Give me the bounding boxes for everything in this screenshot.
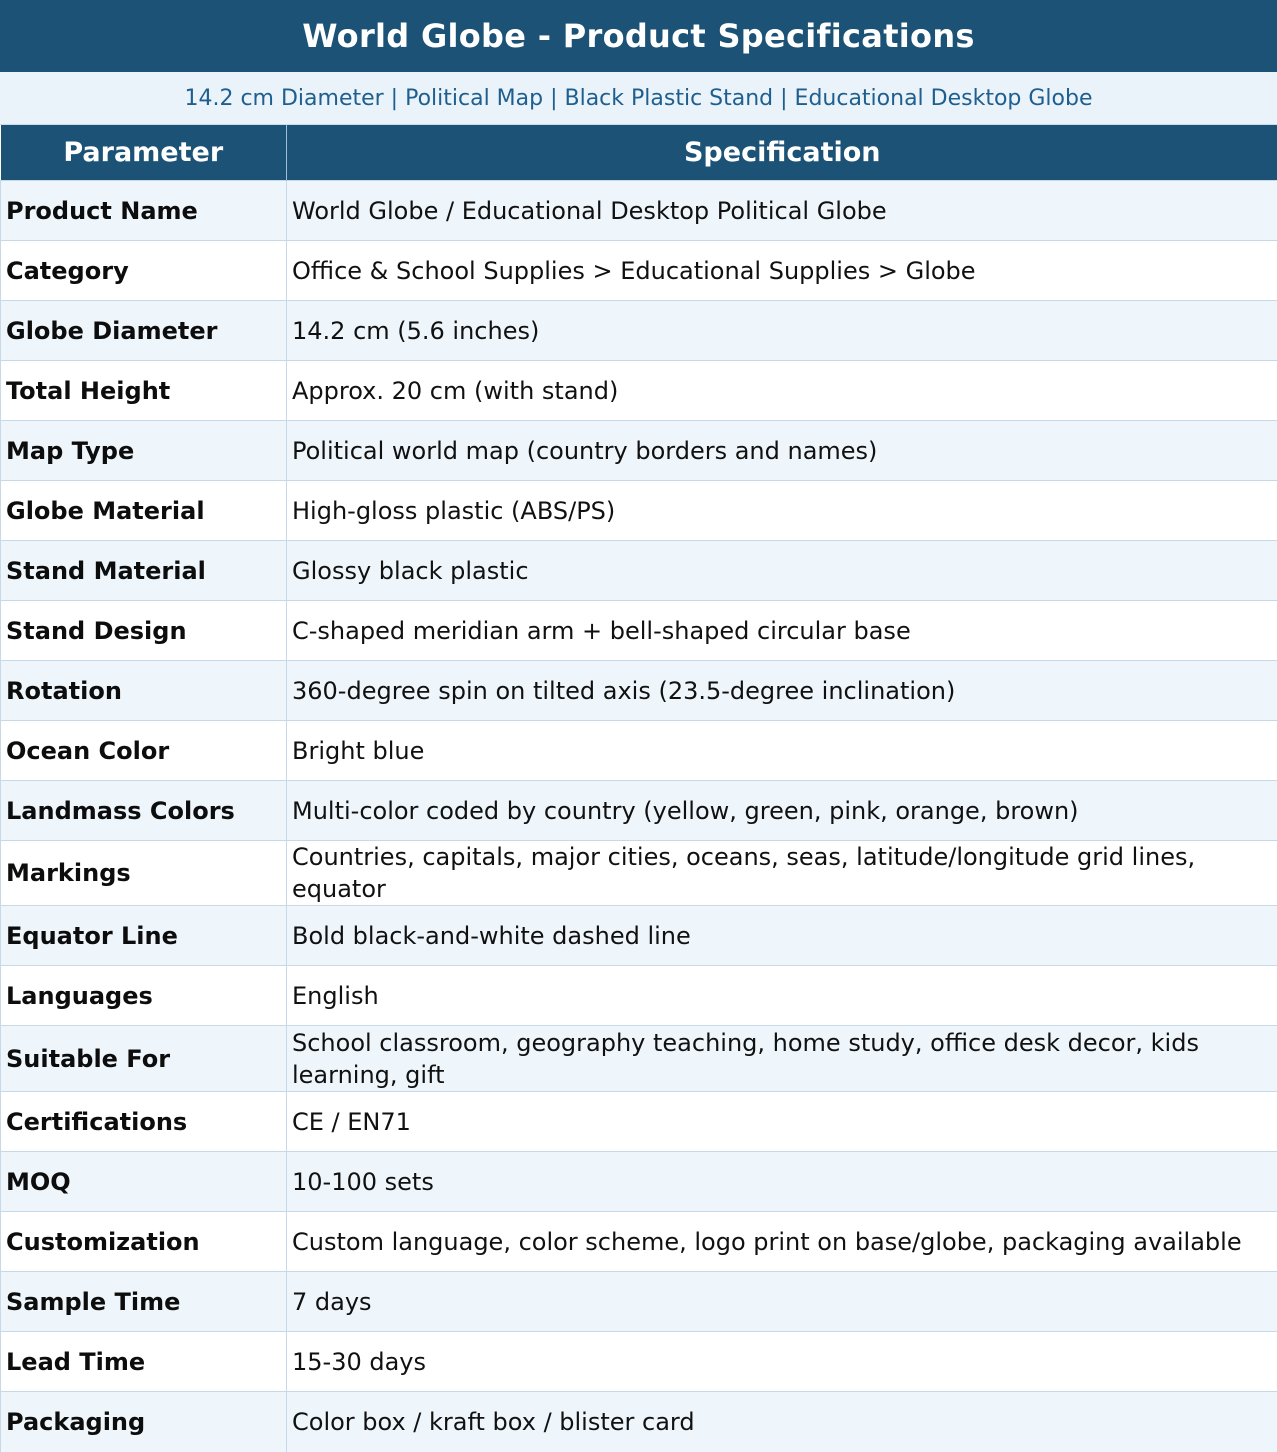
param-cell: Equator Line [1,906,287,966]
table-body [1,181,1277,1452]
table-row [1,1272,1277,1332]
table-row [1,481,1277,541]
spec-cell: Custom language, color scheme, logo print on base/globe, packaging available [287,1212,1277,1272]
param-cell: Lead Time [1,1332,287,1392]
param-cell: Stand Material [1,541,287,601]
spec-table [0,125,1277,1452]
table-row [1,421,1277,481]
param-cell: Product Name [1,181,287,241]
param-cell: Globe Material [1,481,287,541]
param-cell: Sample Time [1,1272,287,1332]
param-cell: Certifications [1,1092,287,1152]
table-row [1,361,1277,421]
spec-cell: World Globe / Educational Desktop Political Globe [287,181,1277,241]
spec-cell: Countries, capitals, major cities, oceans, seas, latitude/longitude grid lines, equator [287,841,1277,906]
spec-cell: Bright blue [287,721,1277,781]
param-cell: Map Type [1,421,287,481]
table-row [1,661,1277,721]
column-header-specification: Specification [287,125,1277,181]
table-header-row [1,125,1277,181]
param-cell: Languages [1,966,287,1026]
table-row [1,1392,1277,1452]
table-row [1,181,1277,241]
spec-cell: C-shaped meridian arm + bell-shaped circular base [287,601,1277,661]
spec-cell: CE / EN71 [287,1092,1277,1152]
table-row [1,841,1277,906]
param-cell: Category [1,241,287,301]
param-cell: MOQ [1,1152,287,1212]
param-cell: Globe Diameter [1,301,287,361]
table-row [1,1026,1277,1092]
spec-cell: 7 days [287,1272,1277,1332]
spec-cell: Approx. 20 cm (with stand) [287,361,1277,421]
table-row [1,541,1277,601]
spec-cell: 10-100 sets [287,1152,1277,1212]
param-cell: Landmass Colors [1,781,287,841]
spec-cell: 15-30 days [287,1332,1277,1392]
table-row [1,906,1277,966]
table-row [1,241,1277,301]
page-title: World Globe - Product Specifications [0,0,1277,72]
table-row [1,966,1277,1026]
table-row [1,1332,1277,1392]
table-row [1,781,1277,841]
column-header-parameter: Parameter [1,125,287,181]
spec-cell: English [287,966,1277,1026]
table-row [1,1092,1277,1152]
table-row [1,601,1277,661]
param-cell: Rotation [1,661,287,721]
spec-cell: 360-degree spin on tilted axis (23.5-degree inclination) [287,661,1277,721]
spec-cell: Multi-color coded by country (yellow, green, pink, orange, brown) [287,781,1277,841]
spec-cell: Bold black-and-white dashed line [287,906,1277,966]
param-cell: Packaging [1,1392,287,1452]
spec-cell: Glossy black plastic [287,541,1277,601]
table-row [1,1152,1277,1212]
table-row [1,1212,1277,1272]
spec-cell: School classroom, geography teaching, home study, office desk decor, kids learning, gift [287,1026,1277,1092]
param-cell: Customization [1,1212,287,1272]
param-cell: Markings [1,841,287,906]
spec-cell: Political world map (country borders and names) [287,421,1277,481]
spec-cell: Color box / kraft box / blister card [287,1392,1277,1452]
table-row [1,721,1277,781]
param-cell: Total Height [1,361,287,421]
spec-cell: 14.2 cm (5.6 inches) [287,301,1277,361]
param-cell: Stand Design [1,601,287,661]
page-subtitle: 14.2 cm Diameter | Political Map | Black Plastic Stand | Educational Desktop Globe [0,72,1277,125]
param-cell: Suitable For [1,1026,287,1092]
table-row [1,301,1277,361]
spec-cell: High-gloss plastic (ABS/PS) [287,481,1277,541]
param-cell: Ocean Color [1,721,287,781]
spec-cell: Office & School Supplies > Educational Supplies > Globe [287,241,1277,301]
